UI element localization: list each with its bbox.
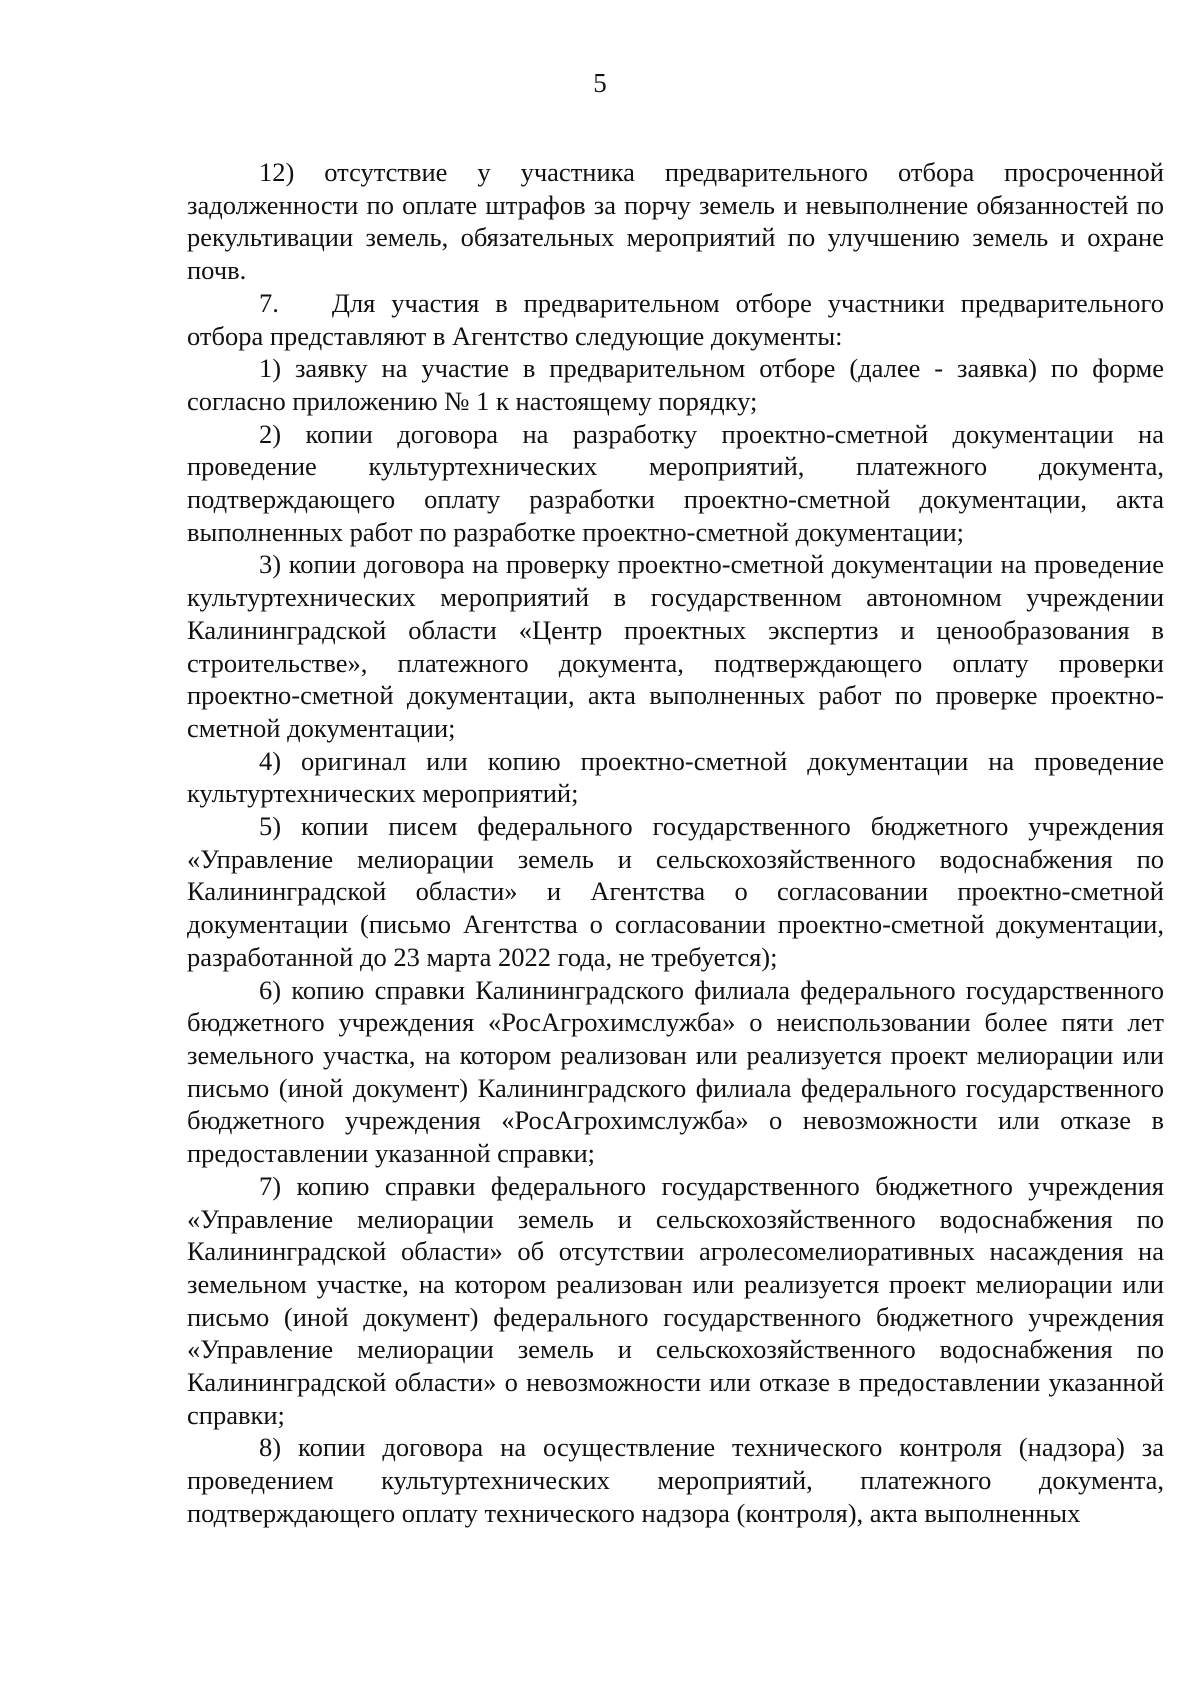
paragraph-item-2: 2) копии договора на разработку проектно-сметной документации на проведение культуртехнических мероприятий, платежного документа, подтверждающего оплату разработки проектно-сметной документации, акта выполненных работ по разработке проектно-сметной документации; [187,418,1164,547]
paragraph-item-6: 6) копию справки Калининградского филиала федерального государственного бюджетного учреждения «РосАгрохимслужба» о неиспользовании более пяти лет земельного участка, на котором реализован или реализуется проект мелиорации или письмо (иной документ) Калининградского филиала федерального государственного бюджетного учреждения «РосАгрохимслужба» о невозможности или отказе в предоставлении указанной справки; [187,974,1164,1169]
paragraph-item-12: 12) отсутствие у участника предварительного отбора просроченной задолженности по оплате штрафов за порчу земель и невыполнение обязанностей по рекультивации земель, обязательных мероприятий по улучшению земель и охране почв. [187,157,1164,286]
paragraph-clause-7: 7. Для участия в предварительном отборе участники предварительного отбора представляют в Агентство следующие документы: [187,287,1164,351]
paragraph-item-3: 3) копии договора на проверку проектно-сметной документации на проведение культуртехнических мероприятий в государственном автономном учреждении Калининградской области «Центр проектных экспертиз и ценообразования в строительстве», платежного документа, подтверждающего оплату проверки проектно-сметной документации, акта выполненных работ по проверке проектно-сметной документации; [187,549,1164,743]
paragraph-item-5: 5) копии писем федерального государственного бюджетного учреждения «Управление мелиорации земель и сельскохозяйственного водоснабжения по Калининградской области» и Агентства о согласовании проектно-сметной документации (письмо Агентства о согласовании проектно-сметной документации, разработанной до 23 марта 2022 года, не требуется); [187,811,1164,972]
paragraph-item-8: 8) копии договора на осуществление технического контроля (надзора) за проведением культуртехнических мероприятий, платежного документа, подтверждающего оплату технического надзора (контроля), акта выполненных [187,1432,1164,1528]
paragraph-item-1: 1) заявку на участие в предварительном отборе (далее - заявка) по форме согласно приложению № 1 к настоящему порядку; [187,353,1164,416]
paragraph-item-7: 7) копию справки федерального государственного бюджетного учреждения «Управление мелиорации земель и сельскохозяйственного водоснабжения по Калининградской области» об отсутствии агролесомелиоративных насаждения на земельном участке, на котором реализован или реализуется проект мелиорации или письмо (иной документ) федерального государственного бюджетного учреждения «Управление мелиорации земель и сельскохозяйственного водоснабжения по Калининградской области» о невозможности или отказе в предоставлении указанной справки; [187,1170,1164,1430]
paragraph-item-4: 4) оригинал или копию проектно-сметной документации на проведение культуртехнических мероприятий; [187,745,1164,809]
page-number: 5 [593,68,607,98]
document-body [187,156,1164,1530]
